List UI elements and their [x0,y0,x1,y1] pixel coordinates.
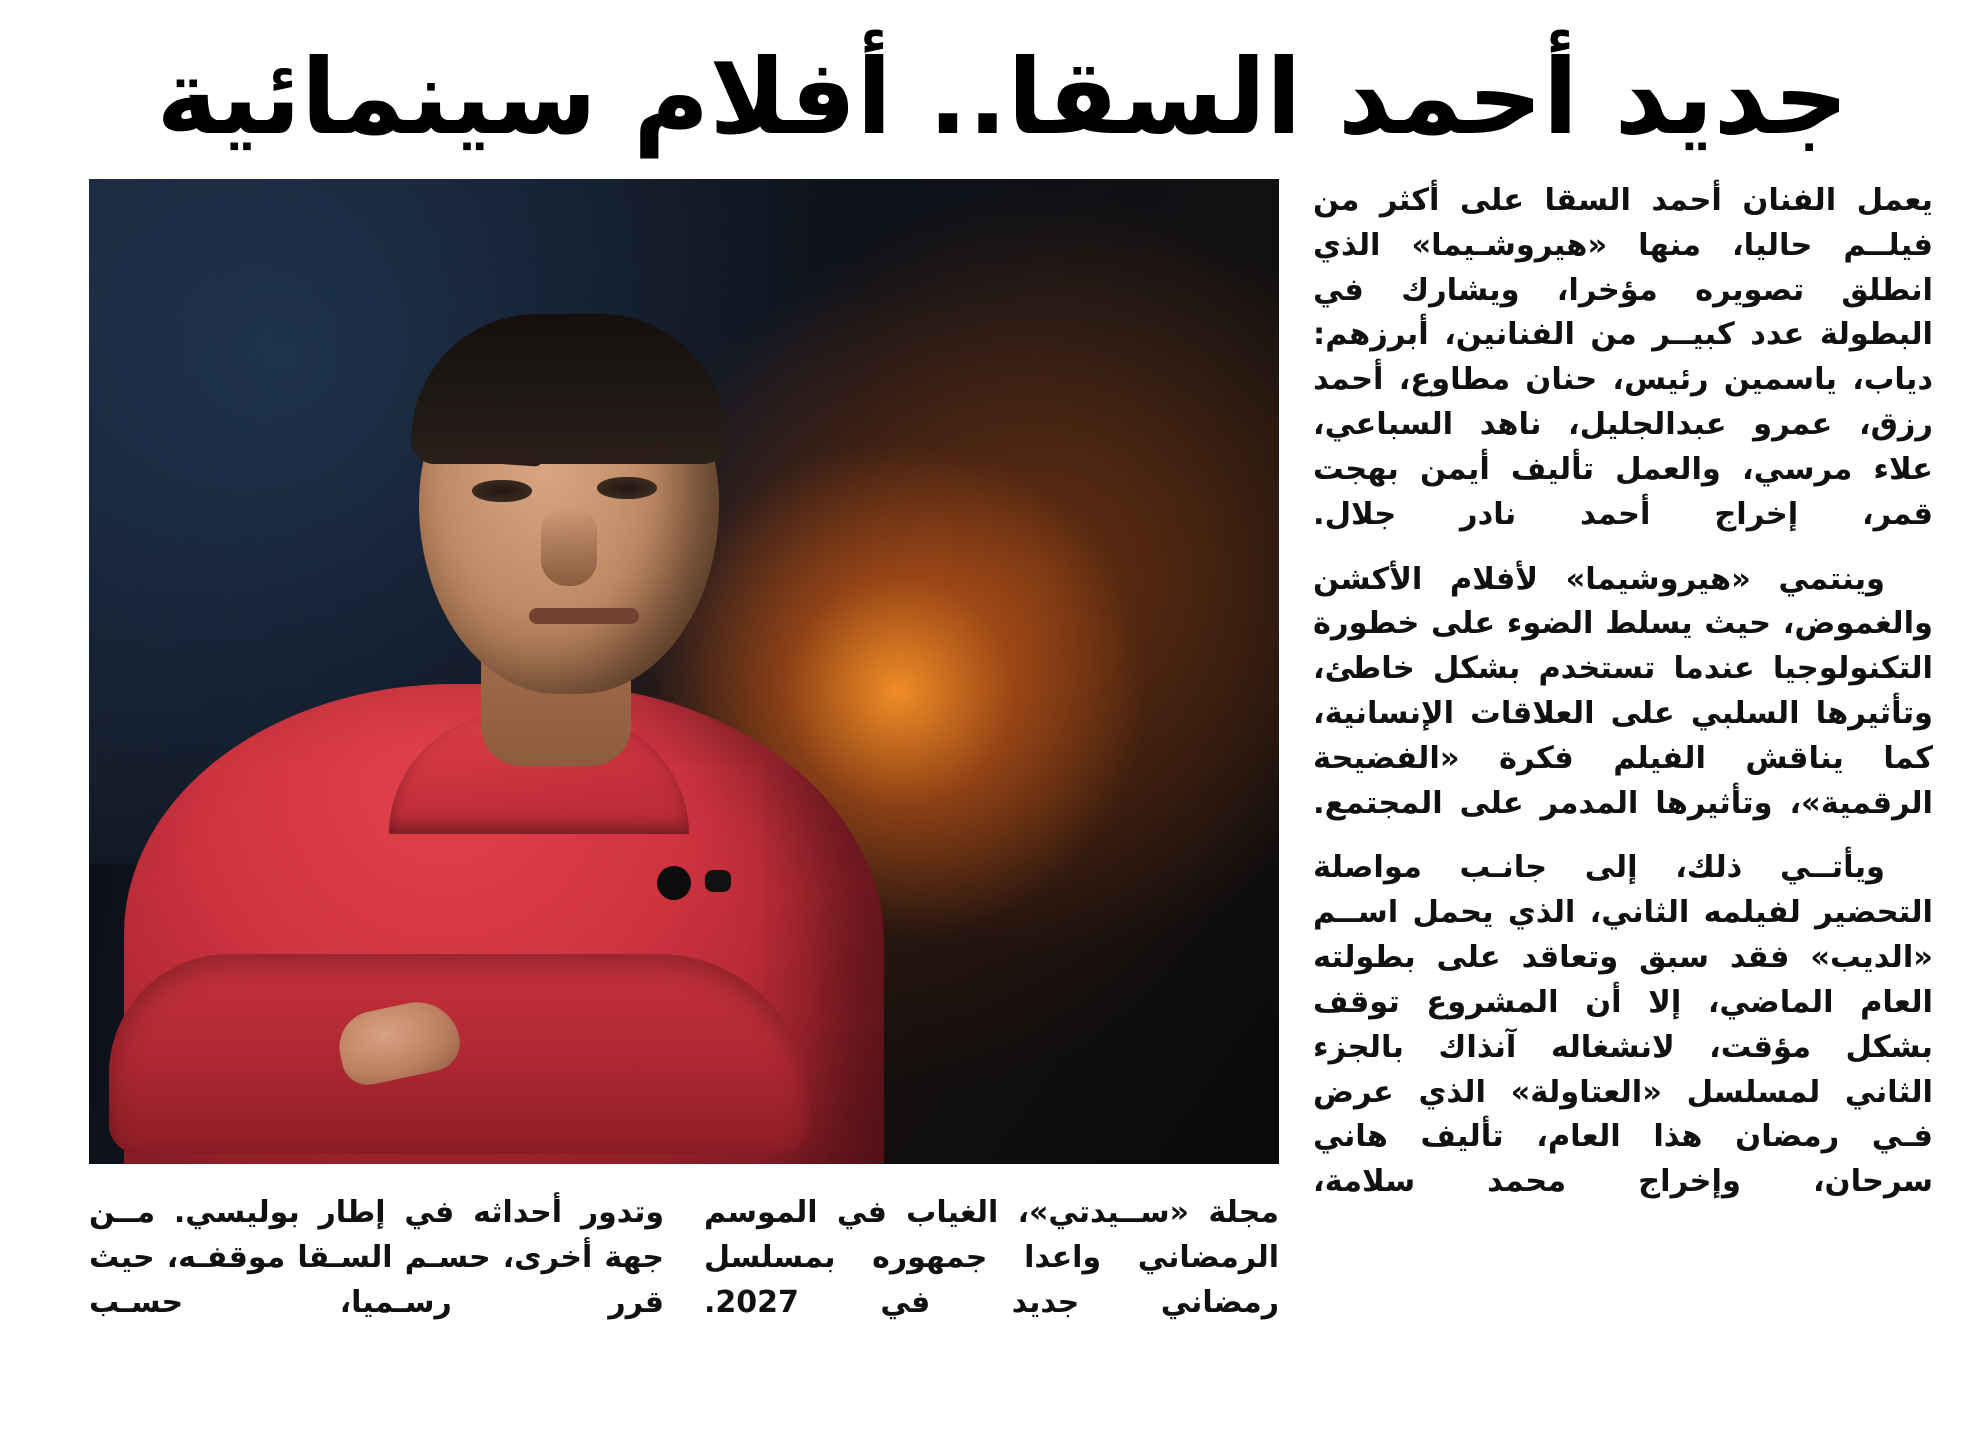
article-footer-column-2: وتدور أحداثه في إطار بوليسي. مــن جهة أخرى، حسـم السـقا موقفـه، حيث قرر رسـميا، حسـب [89,1194,664,1320]
article-photo-column [44,179,1279,1325]
article-photo [89,179,1279,1164]
article-paragraph-2: وينتمي «هيروشيما» لأفلام الأكشن والغموض، حيث يسلط الضوء على خطورة التكنولوجيا عندما تستخدم بشكل خاطئ، وتأثيرها السلبي على العلاقات الإنسانية، كما يناقش الفيلم فكرة «الفضيحة الرقمية»، وتأثيرها المدمر على المجتمع. [1313,561,1933,821]
article-paragraph-1: يعمل الفنان أحمد السقا على أكثر من فيلــم حاليا، منها «هيروشـيما» الذي انطلق تصويره مؤخرا، ويشارك في البطولة عدد كبيــر من الفنانين، أبرزهم: دياب، ياسمين رئيس، حنان مطاوع، أحمد رزق، عمرو عبدالجليل، ناهد السباعي، علاء مرسي، والعمل تأليف أيمن بهجت قمر، إخراج أحمد نادر جلال. [1313,182,1933,532]
article-text-column [1313,179,1933,1205]
photo-lapel-microphone-clip [705,870,731,892]
article-footer-columns [89,1190,1279,1325]
page-title: جديد أحمد السقا.. أفلام سينمائية [156,36,1849,158]
article-footer-column-1: مجلة «ســيدتي»، الغياب في الموسم الرمضاني واعدا جمهوره بمسلسل رمضاني جديد في 2027. [704,1194,1279,1320]
photo-subject-eye-left [472,480,532,502]
photo-subject-nose [541,506,597,586]
photo-lapel-microphone [657,866,691,900]
photo-subject-arms [109,954,809,1154]
article-body [44,179,1933,1325]
article-paragraph-3: ويأتــي ذلك، إلى جانـب مواصلة التحضير لفيلمه الثاني، الذي يحمل اســم «الديب» فقد سبق وتعاقد على بطولته العام الماضي، إلا أن المشروع توقف بشكل مؤقت، لانشغاله آنذاك بالجزء الثاني لمسلسل «العتاولة» الذي عرض فـي رمضان هذا العام، تأليف هاني سرحان، وإخراج محمد سلامة، [1313,850,1933,1200]
photo-subject-eye-right [597,477,657,499]
photo-subject-mouth [529,608,639,624]
